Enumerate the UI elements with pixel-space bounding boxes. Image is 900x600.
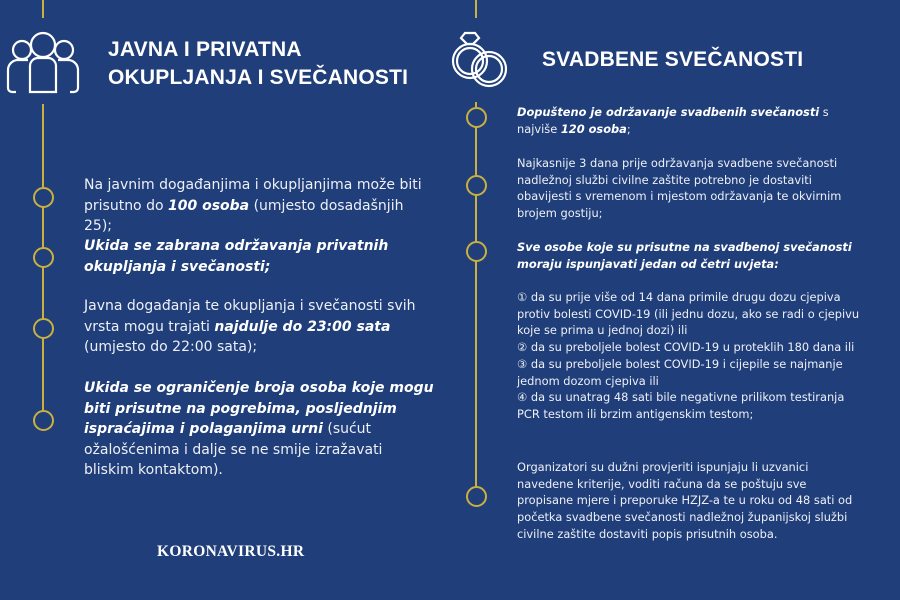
left-item-3	[84, 296, 434, 358]
condition-4: ④ da su unatrag 48 sati bile negativne prilikom testiranja PCR testom ili brzim antigenskim testom;	[517, 390, 845, 421]
right-item-1	[517, 104, 867, 137]
footer-site-link[interactable]: KORONAVIRUS.HR	[157, 543, 305, 560]
left-title-line2: OKUPLJANJA I SVEČANOSTI	[108, 66, 409, 89]
right-final-note: Organizatori su dužni provjeriti ispunjaju li uzvanici navedene kriterije, voditi računa da se poštuju sve propisane mjere i preporuke HZJZ-a te u roku od 48 sati od početka svadbene svečanosti nadležnoj županijskoj službi civilne zaštite dostaviti popis prisutnih osoba.	[517, 460, 853, 541]
right-title: SVADBENE SVEČANOSTI	[542, 48, 804, 71]
left-timeline-dot-3	[33, 318, 54, 339]
left-item-2	[84, 236, 434, 277]
right-timeline-dot-1	[466, 107, 487, 128]
right-timeline-top	[475, 0, 477, 18]
emphasis-text: Ukida se ograničenje broja osoba koje mogu biti prisutne na pogrebima, posljednjim ispraćajima i polaganjima urni	[84, 380, 434, 437]
body-text: s najviše	[517, 105, 829, 136]
body-text: (umjesto do 22:00 sata);	[84, 339, 258, 355]
right-item-2	[517, 155, 867, 222]
body-text: Javna događanja te okupljanja i svečanosti svih vrsta mogu trajati	[84, 298, 416, 335]
body-text: (umjesto dosadašnjih 25);	[84, 197, 404, 234]
body-text: ;	[626, 121, 631, 136]
people-group-icon	[4, 28, 82, 96]
emphasis-text: Sve osobe koje su prisutne na svadbenoj svečanosti moraju ispunjavati jedan od četri uvjeta:	[517, 240, 852, 271]
body-text: (sućut ožalošćenima i dalje se ne smije izražavati bliskim kontaktom).	[84, 421, 383, 478]
right-timeline-line	[475, 102, 477, 498]
left-item-4	[84, 378, 434, 481]
emphasis-text: 100 osoba	[167, 197, 250, 214]
emphasis-text: Ukida se zabrana održavanja privatnih okupljanja i svečanosti;	[84, 238, 389, 275]
body-text: Na javnim događanjima i okupljanjima može biti prisutno do	[84, 177, 422, 214]
emphasis-text: 120 osoba	[560, 121, 627, 136]
emphasis-text: najdulje do 23:00 sata	[214, 318, 391, 335]
condition-1: ① da su prije više od 14 dana primile drugu dozu cjepiva protiv bolesti COVID-19 (ili jednu dozu, ako se radi o cjepivu koje se prima u jednoj dozi) ili	[517, 290, 860, 338]
right-conditions	[517, 289, 867, 423]
condition-3: ③ da su preboljele bolest COVID-19 i cijepile se najmanje jednom dozom cjepiva ili	[517, 356, 843, 388]
right-timeline-dot-4	[466, 486, 487, 507]
left-timeline-top	[42, 0, 44, 18]
left-item-1	[84, 175, 434, 237]
wedding-rings-icon	[443, 24, 515, 90]
left-timeline-dot-4	[33, 410, 54, 431]
right-item-3	[517, 239, 867, 272]
right-timeline-dot-2	[466, 175, 487, 196]
left-timeline-dot-2	[33, 247, 54, 268]
body-text: Najkasnije 3 dana prije održavanja svadbene svečanosti nadležnoj službi civilne zaštite potrebno je dostaviti obavijesti s vremenom i mjestom održavanja te okvirnim brojem gostiju;	[517, 156, 842, 221]
condition-2: ② da su preboljele bolest COVID-19 u proteklih 180 dana ili	[517, 340, 855, 355]
left-title-line1: JAVNA I PRIVATNA	[108, 38, 302, 61]
emphasis-text: Dopušteno je održavanje svadbenih svečanosti	[517, 105, 820, 119]
right-timeline-dot-3	[466, 241, 487, 262]
left-timeline-dot-1	[33, 187, 54, 208]
